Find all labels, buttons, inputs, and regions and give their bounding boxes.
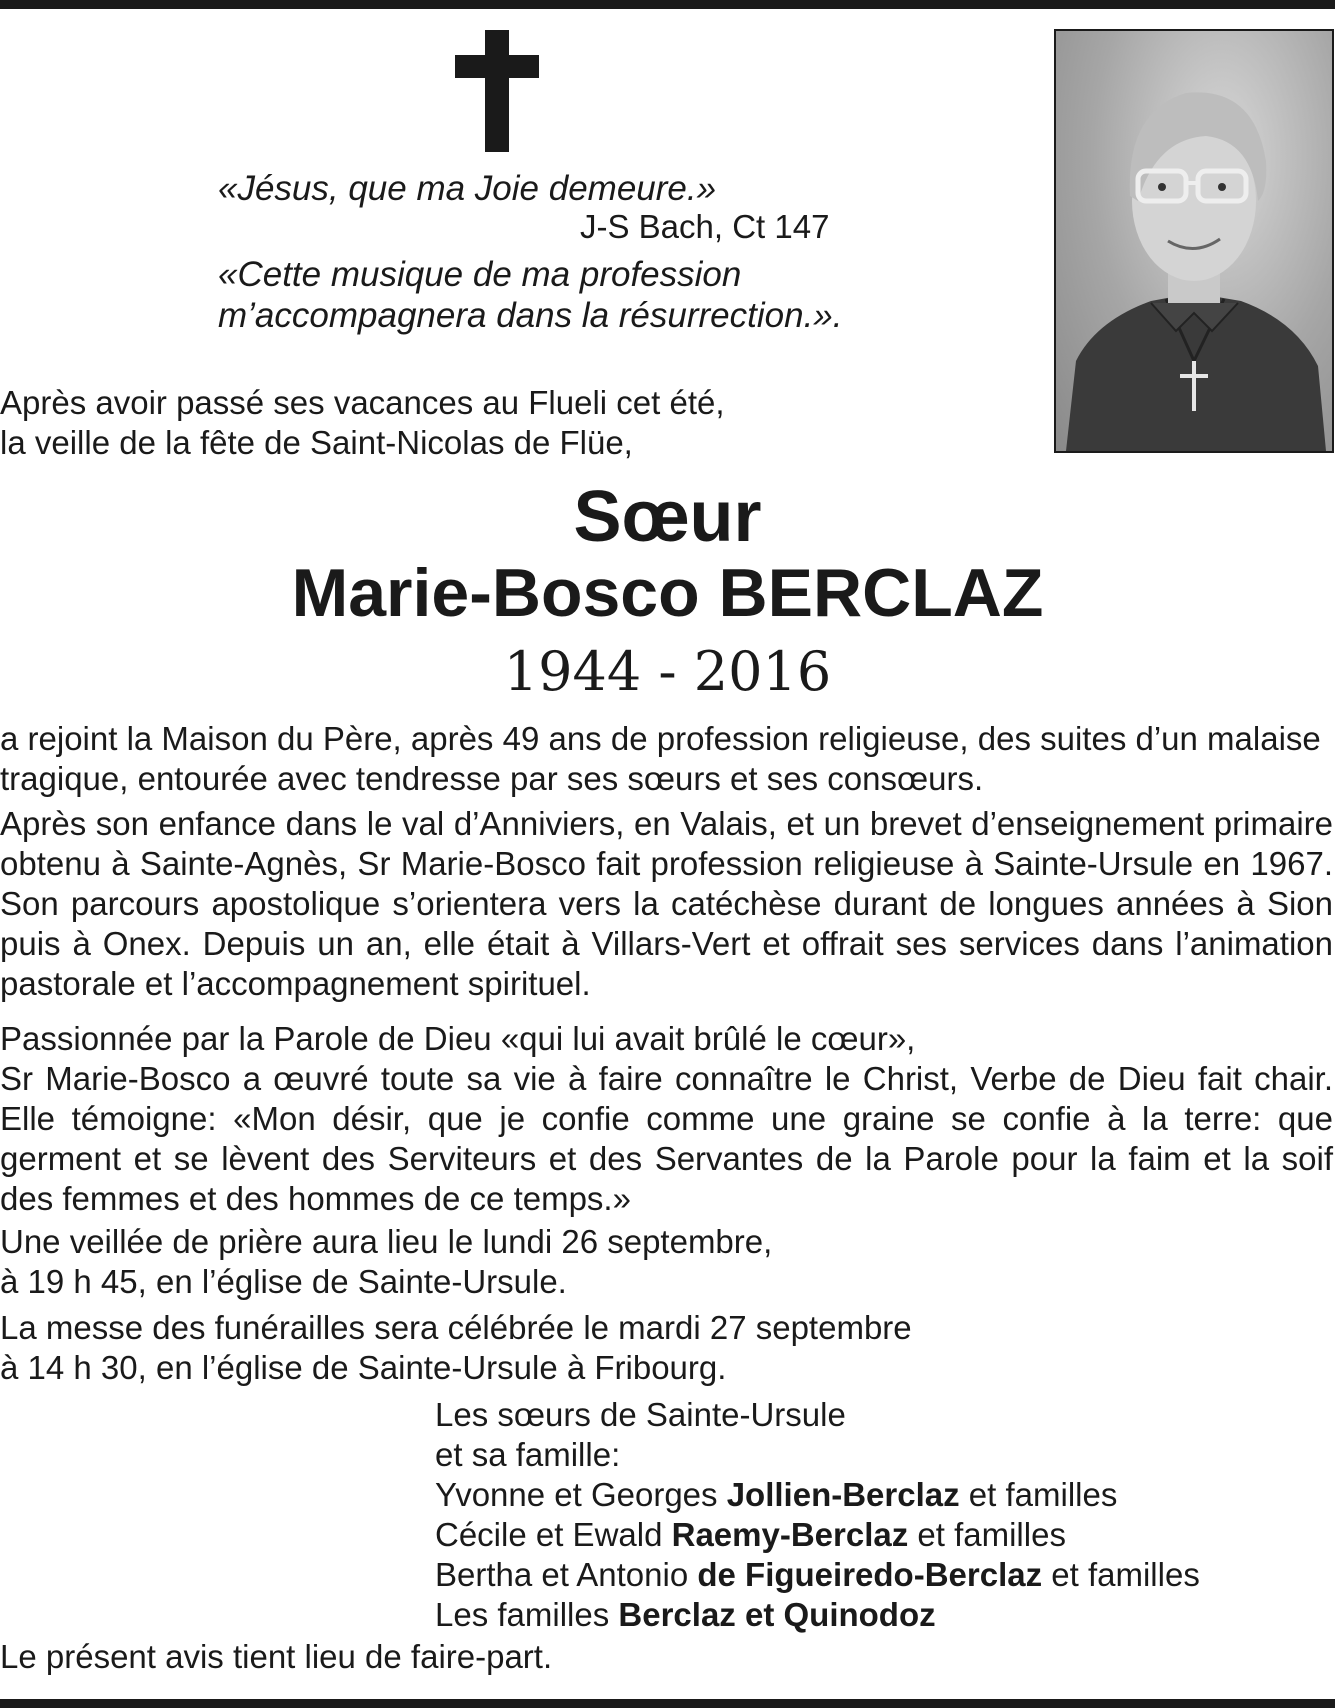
bottom-rule [0,1699,1335,1708]
paragraph-funeral [0,1308,1333,1388]
paragraph-biography: Après son enfance dans le val d’Anniviers, en Valais, et un brevet d’enseignement primaire obtenu à Sainte-Agnès, Sr Marie-Bosco fait profession religieuse à Sainte-Ursule en 1967. Son parcours apostolique s’orientera vers la catéchèse durant de longues années à Sion puis à Onex. Depuis un an, elle était à Villars-Vert et offrait ses services dans l’animation pastorale et l’accompagnement spirituel. [0,805,1333,1002]
family-name: Raemy-Berclaz [671,1516,909,1553]
quote-profession [218,254,842,336]
family-line: Yvonne et Georges Jollien-Berclaz et familles [435,1476,1118,1513]
deceased-title: Sœur [573,477,762,557]
paragraph-line: Passionnée par la Parole de Dieu «qui lui avait brûlé le cœur», [0,1020,916,1057]
signatory-line: Les sœurs de Sainte-Ursule [435,1396,846,1433]
quote-profession-line: «Cette musique de ma profession [218,255,742,294]
paragraph-line: Sr Marie-Bosco a œuvré toute sa vie à faire connaître le Christ, Verbe de Dieu fait chair. Elle témoigne: «Mon désir, que je confie comme une graine se confie à la terre: que germent et se lèvent des Serviteurs et des Servantes de la Parole pour la faim et la soif des femmes et des hommes de ce temps.» [0,1060,1333,1217]
paragraph-line: à 14 h 30, en l’église de Sainte-Ursule à Fribourg. [0,1349,727,1386]
paragraph-line: tragique, entourée avec tendresse par ses sœurs et ses consœurs. [0,760,984,797]
family-name: Jollien-Berclaz [726,1476,960,1513]
deceased-name: Marie-Bosco BERCLAZ [291,555,1044,631]
intro-text [0,383,1333,463]
family-line: Les familles Berclaz et Quinodoz [435,1596,936,1633]
paragraph-line: Une veillée de prière aura lieu le lundi 26 septembre, [0,1223,773,1260]
family-line: Bertha et Antonio de Figueiredo-Berclaz et familles [435,1556,1200,1593]
paragraph-testimony [0,1019,1333,1219]
top-rule [0,0,1335,9]
quote-jesus: «Jésus, que ma Joie demeure.» [218,169,717,208]
quote-profession-line: m’accompagnera dans la résurrection.». [218,296,843,335]
paragraph-passing [0,719,1333,799]
signatory-line: et sa famille: [435,1436,621,1473]
cross-icon [455,30,539,152]
family-name: de Figueiredo-Berclaz [697,1556,1043,1593]
paragraph-line: à 19 h 45, en l’église de Sainte-Ursule. [0,1263,567,1300]
deceased-years: 1944 - 2016 [503,640,832,703]
signatories [435,1395,1200,1635]
paragraph-line: La messe des funérailles sera célébrée le mardi 27 septembre [0,1309,912,1346]
family-name: Berclaz et Quinodoz [618,1596,936,1633]
paragraph-vigil [0,1222,1333,1302]
closing-note: Le présent avis tient lieu de faire-part. [0,1638,553,1675]
intro-line: Après avoir passé ses vacances au Flueli cet été, [0,384,725,421]
intro-line: la veille de la fête de Saint-Nicolas de Flüe, [0,424,633,461]
family-line: Cécile et Ewald Raemy-Berclaz et familles [435,1516,1066,1553]
quote-attribution: J-S Bach, Ct 147 [580,208,830,245]
paragraph-line: a rejoint la Maison du Père, après 49 ans de profession religieuse, des suites d’un malaise [0,720,1321,757]
